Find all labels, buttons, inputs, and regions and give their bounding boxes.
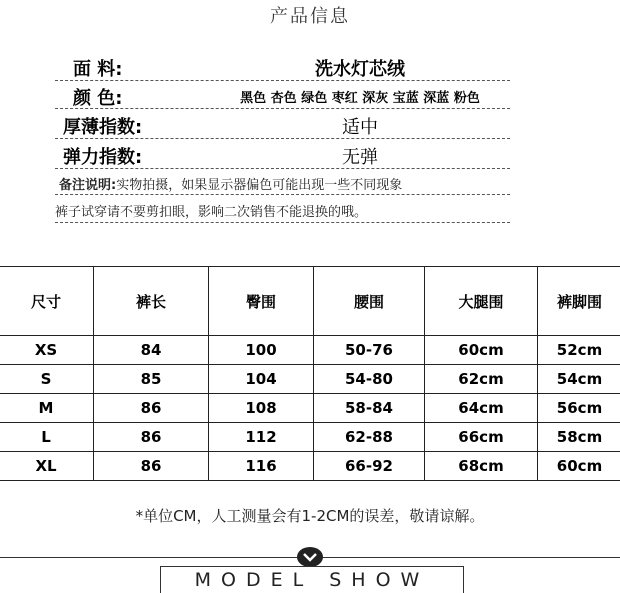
table-cell: 84 xyxy=(94,336,209,365)
table-row xyxy=(0,394,620,423)
table-cell: 112 xyxy=(209,423,314,452)
table-row xyxy=(0,423,620,452)
chevron-down-icon xyxy=(297,547,323,567)
thickness-label: 厚薄指数: xyxy=(63,113,142,139)
table-cell: 64cm xyxy=(425,394,538,423)
table-cell: 60cm xyxy=(425,336,538,365)
size-table-header xyxy=(0,267,620,336)
note-line-1 xyxy=(59,174,519,193)
table-cell: 62-88 xyxy=(314,423,425,452)
table-cell: 86 xyxy=(94,394,209,423)
table-cell: 86 xyxy=(94,423,209,452)
elasticity-label: 弹力指数: xyxy=(63,143,142,169)
table-cell: 86 xyxy=(94,452,209,481)
table-cell: 50-76 xyxy=(314,336,425,365)
table-cell: 68cm xyxy=(425,452,538,481)
table-cell: 85 xyxy=(94,365,209,394)
size-table xyxy=(0,266,620,481)
table-cell: 62cm xyxy=(425,365,538,394)
table-cell: M xyxy=(0,394,94,423)
table-cell: 116 xyxy=(209,452,314,481)
table-cell: 66-92 xyxy=(314,452,425,481)
table-row xyxy=(0,336,620,365)
table-row xyxy=(0,365,620,394)
note-row xyxy=(55,170,510,195)
note-row-2 xyxy=(55,196,510,223)
elasticity-row xyxy=(55,140,510,169)
table-row xyxy=(0,452,620,481)
header-leg-opening: 裤脚围 xyxy=(538,267,620,336)
fabric-row xyxy=(55,52,510,81)
table-cell: 58-84 xyxy=(314,394,425,423)
note-text-2: 裤子试穿请不要剪扣眼，影响二次销售不能退换的哦。 xyxy=(55,201,515,220)
table-cell: 58cm xyxy=(538,423,620,452)
table-cell: 60cm xyxy=(538,452,620,481)
header-hip: 臀围 xyxy=(209,267,314,336)
table-cell: 56cm xyxy=(538,394,620,423)
measurement-footnote: *单位CM，人工测量会有1-2CM的误差，敬请谅解。 xyxy=(0,505,620,526)
elasticity-value: 无弹 xyxy=(205,143,515,169)
note-label: 备注说明: xyxy=(59,178,116,193)
table-cell: 52cm xyxy=(538,336,620,365)
fabric-label: 面 料: xyxy=(73,55,122,81)
color-label: 颜 色: xyxy=(73,84,122,110)
table-cell: XS xyxy=(0,336,94,365)
table-cell: L xyxy=(0,423,94,452)
header-size: 尺寸 xyxy=(0,267,94,336)
header-waist: 腰围 xyxy=(314,267,425,336)
table-cell: 100 xyxy=(209,336,314,365)
thickness-row xyxy=(55,110,510,139)
table-cell: 54-80 xyxy=(314,365,425,394)
table-cell: S xyxy=(0,365,94,394)
header-length: 裤长 xyxy=(94,267,209,336)
thickness-value: 适中 xyxy=(205,113,515,139)
page-title: 产品信息 xyxy=(0,2,620,28)
table-cell: 66cm xyxy=(425,423,538,452)
note-text-1: 实物拍摄，如果显示器偏色可能出现一些不同现象 xyxy=(116,178,402,193)
table-cell: 54cm xyxy=(538,365,620,394)
color-row xyxy=(55,82,510,109)
color-value: 黑色 杏色 绿色 枣红 深灰 宝蓝 深蓝 粉色 xyxy=(205,87,515,106)
table-cell: 108 xyxy=(209,394,314,423)
table-cell: 104 xyxy=(209,365,314,394)
model-show-heading: MODEL SHOW xyxy=(160,566,464,593)
header-thigh: 大腿围 xyxy=(425,267,538,336)
fabric-value: 洗水灯芯绒 xyxy=(205,55,515,81)
table-cell: XL xyxy=(0,452,94,481)
